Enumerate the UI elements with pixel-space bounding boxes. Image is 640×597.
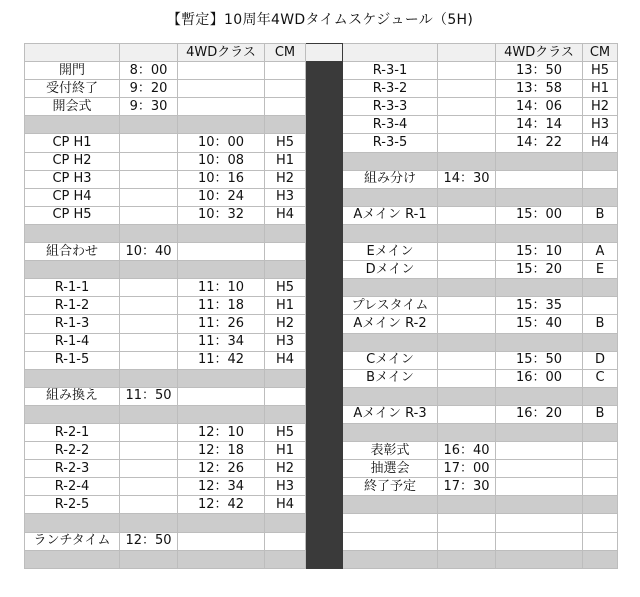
left-event-label: 開門 bbox=[25, 62, 120, 80]
right-event-time bbox=[438, 532, 496, 550]
left-event-time bbox=[120, 206, 178, 224]
schedule-row bbox=[25, 134, 618, 152]
left-event-label: 開会式 bbox=[25, 98, 120, 116]
left-race-time bbox=[178, 514, 265, 532]
left-event-time bbox=[120, 170, 178, 188]
right-event-label: Eメイン bbox=[343, 243, 438, 261]
right-event-label bbox=[343, 188, 438, 206]
left-event-label bbox=[25, 550, 120, 568]
left-event-time bbox=[120, 460, 178, 478]
column-divider bbox=[306, 496, 343, 514]
column-divider bbox=[306, 333, 343, 351]
right-event-label: プレスタイム bbox=[343, 297, 438, 315]
right-race-time bbox=[496, 387, 583, 405]
right-event-label bbox=[343, 496, 438, 514]
right-event-time bbox=[438, 134, 496, 152]
column-divider bbox=[306, 315, 343, 333]
column-divider bbox=[306, 369, 343, 387]
left-event-time bbox=[120, 224, 178, 242]
right-cm-value: B bbox=[583, 405, 618, 423]
right-cm-value bbox=[583, 442, 618, 460]
right-cm-value: H4 bbox=[583, 134, 618, 152]
left-race-time: 12：10 bbox=[178, 423, 265, 441]
right-event-time bbox=[438, 550, 496, 568]
left-race-time: 12：42 bbox=[178, 496, 265, 514]
right-event-time bbox=[438, 297, 496, 315]
right-event-time bbox=[438, 405, 496, 423]
right-cm-value: B bbox=[583, 206, 618, 224]
left-race-time: 12：34 bbox=[178, 478, 265, 496]
right-race-time bbox=[496, 550, 583, 568]
column-divider bbox=[306, 351, 343, 369]
header-class-left: 4WDクラス bbox=[178, 44, 265, 62]
left-event-time bbox=[120, 550, 178, 568]
left-cm-value: H5 bbox=[265, 279, 306, 297]
right-race-time: 13：50 bbox=[496, 62, 583, 80]
left-race-time: 12：18 bbox=[178, 442, 265, 460]
right-event-time bbox=[438, 243, 496, 261]
right-cm-value: H3 bbox=[583, 116, 618, 134]
left-cm-value: H5 bbox=[265, 423, 306, 441]
left-event-time bbox=[120, 333, 178, 351]
schedule-row bbox=[25, 423, 618, 441]
header-row bbox=[25, 44, 618, 62]
left-event-label: R-1-1 bbox=[25, 279, 120, 297]
right-race-time: 15：40 bbox=[496, 315, 583, 333]
right-race-time: 16：20 bbox=[496, 405, 583, 423]
right-cm-value bbox=[583, 279, 618, 297]
column-divider bbox=[306, 261, 343, 279]
left-event-label bbox=[25, 224, 120, 242]
right-race-time bbox=[496, 224, 583, 242]
right-event-label: R-3-5 bbox=[343, 134, 438, 152]
left-event-label: CP H2 bbox=[25, 152, 120, 170]
left-event-time bbox=[120, 369, 178, 387]
left-cm-value: H3 bbox=[265, 478, 306, 496]
left-cm-value: H2 bbox=[265, 170, 306, 188]
left-event-label: CP H1 bbox=[25, 134, 120, 152]
right-race-time bbox=[496, 152, 583, 170]
right-event-time bbox=[438, 224, 496, 242]
right-event-label bbox=[343, 387, 438, 405]
right-race-time: 15：50 bbox=[496, 351, 583, 369]
left-cm-value: H4 bbox=[265, 206, 306, 224]
right-race-time bbox=[496, 279, 583, 297]
right-event-time bbox=[438, 80, 496, 98]
right-cm-value: H2 bbox=[583, 98, 618, 116]
left-event-time bbox=[120, 423, 178, 441]
schedule-row bbox=[25, 152, 618, 170]
right-race-time bbox=[496, 532, 583, 550]
column-divider bbox=[306, 80, 343, 98]
right-event-time: 17：30 bbox=[438, 478, 496, 496]
right-event-time bbox=[438, 387, 496, 405]
right-race-time: 14：14 bbox=[496, 116, 583, 134]
schedule-row bbox=[25, 188, 618, 206]
left-event-time: 8：00 bbox=[120, 62, 178, 80]
left-event-label bbox=[25, 405, 120, 423]
right-race-time: 14：06 bbox=[496, 98, 583, 116]
schedule-row bbox=[25, 62, 618, 80]
schedule-row bbox=[25, 243, 618, 261]
page-title: 【暫定】10周年4WDタイムスケジュール（5H) bbox=[166, 12, 474, 28]
left-race-time bbox=[178, 116, 265, 134]
left-event-label: R-1-4 bbox=[25, 333, 120, 351]
left-race-time: 10：08 bbox=[178, 152, 265, 170]
left-event-label: CP H5 bbox=[25, 206, 120, 224]
left-race-time: 10：16 bbox=[178, 170, 265, 188]
right-event-label bbox=[343, 333, 438, 351]
right-event-label: 終了予定 bbox=[343, 478, 438, 496]
left-event-label: R-1-5 bbox=[25, 351, 120, 369]
header-class-right: 4WDクラス bbox=[496, 44, 583, 62]
column-divider bbox=[306, 44, 343, 62]
right-event-time bbox=[438, 333, 496, 351]
right-event-time bbox=[438, 496, 496, 514]
schedule-row bbox=[25, 514, 618, 532]
right-cm-value bbox=[583, 152, 618, 170]
right-event-label bbox=[343, 532, 438, 550]
column-divider bbox=[306, 134, 343, 152]
left-cm-value bbox=[265, 80, 306, 98]
left-event-time bbox=[120, 496, 178, 514]
schedule-row bbox=[25, 315, 618, 333]
left-event-time bbox=[120, 315, 178, 333]
left-cm-value: H1 bbox=[265, 297, 306, 315]
left-event-label: R-2-4 bbox=[25, 478, 120, 496]
schedule-row bbox=[25, 387, 618, 405]
right-cm-value bbox=[583, 188, 618, 206]
column-divider bbox=[306, 116, 343, 134]
header-blank bbox=[120, 44, 178, 62]
left-event-label bbox=[25, 514, 120, 532]
left-cm-value: H1 bbox=[265, 152, 306, 170]
right-event-label: 抽選会 bbox=[343, 460, 438, 478]
left-cm-value: H4 bbox=[265, 351, 306, 369]
schedule-row bbox=[25, 351, 618, 369]
left-event-label: R-2-2 bbox=[25, 442, 120, 460]
right-event-label: R-3-1 bbox=[343, 62, 438, 80]
left-race-time: 11：18 bbox=[178, 297, 265, 315]
left-race-time bbox=[178, 261, 265, 279]
right-event-label bbox=[343, 423, 438, 441]
left-event-time bbox=[120, 405, 178, 423]
right-race-time bbox=[496, 442, 583, 460]
right-cm-value: E bbox=[583, 261, 618, 279]
left-cm-value: H5 bbox=[265, 134, 306, 152]
left-race-time bbox=[178, 532, 265, 550]
right-race-time bbox=[496, 496, 583, 514]
right-event-label bbox=[343, 224, 438, 242]
left-cm-value bbox=[265, 550, 306, 568]
right-race-time: 15：00 bbox=[496, 206, 583, 224]
column-divider bbox=[306, 188, 343, 206]
column-divider bbox=[306, 478, 343, 496]
right-event-label: 表彰式 bbox=[343, 442, 438, 460]
left-event-label: CP H3 bbox=[25, 170, 120, 188]
right-event-label: Aメイン R-3 bbox=[343, 405, 438, 423]
left-cm-value: H2 bbox=[265, 315, 306, 333]
left-cm-value bbox=[265, 514, 306, 532]
schedule-row bbox=[25, 170, 618, 188]
right-race-time: 15：10 bbox=[496, 243, 583, 261]
left-race-time bbox=[178, 62, 265, 80]
left-event-label: R-2-1 bbox=[25, 423, 120, 441]
column-divider bbox=[306, 405, 343, 423]
left-race-time bbox=[178, 387, 265, 405]
column-divider bbox=[306, 152, 343, 170]
column-divider bbox=[306, 550, 343, 568]
left-cm-value: H3 bbox=[265, 188, 306, 206]
left-race-time: 10：32 bbox=[178, 206, 265, 224]
left-event-time bbox=[120, 442, 178, 460]
right-race-time: 15：20 bbox=[496, 261, 583, 279]
column-divider bbox=[306, 423, 343, 441]
column-divider bbox=[306, 532, 343, 550]
schedule-row bbox=[25, 532, 618, 550]
right-cm-value bbox=[583, 478, 618, 496]
left-event-label: 組合わせ bbox=[25, 243, 120, 261]
schedule-row bbox=[25, 261, 618, 279]
schedule-row bbox=[25, 333, 618, 351]
left-event-label bbox=[25, 261, 120, 279]
column-divider bbox=[306, 279, 343, 297]
schedule-row bbox=[25, 369, 618, 387]
schedule-row bbox=[25, 550, 618, 568]
schedule-row bbox=[25, 496, 618, 514]
right-race-time: 15：35 bbox=[496, 297, 583, 315]
left-race-time bbox=[178, 369, 265, 387]
right-race-time: 16：00 bbox=[496, 369, 583, 387]
right-cm-value bbox=[583, 170, 618, 188]
right-cm-value: D bbox=[583, 351, 618, 369]
left-event-label: R-2-3 bbox=[25, 460, 120, 478]
right-event-time bbox=[438, 152, 496, 170]
right-cm-value bbox=[583, 460, 618, 478]
left-event-time bbox=[120, 134, 178, 152]
right-event-label: 組み分け bbox=[343, 170, 438, 188]
right-event-label bbox=[343, 550, 438, 568]
left-race-time: 10：24 bbox=[178, 188, 265, 206]
column-divider bbox=[306, 387, 343, 405]
column-divider bbox=[306, 170, 343, 188]
right-event-label bbox=[343, 152, 438, 170]
right-cm-value bbox=[583, 496, 618, 514]
schedule-row bbox=[25, 442, 618, 460]
right-race-time bbox=[496, 460, 583, 478]
left-event-time bbox=[120, 478, 178, 496]
schedule-row bbox=[25, 206, 618, 224]
right-race-time bbox=[496, 333, 583, 351]
schedule-row bbox=[25, 478, 618, 496]
schedule-row bbox=[25, 224, 618, 242]
column-divider bbox=[306, 98, 343, 116]
right-cm-value bbox=[583, 514, 618, 532]
left-cm-value bbox=[265, 116, 306, 134]
right-event-time: 17：00 bbox=[438, 460, 496, 478]
left-cm-value bbox=[265, 261, 306, 279]
left-race-time: 11：42 bbox=[178, 351, 265, 369]
left-race-time: 11：10 bbox=[178, 279, 265, 297]
left-event-label bbox=[25, 369, 120, 387]
right-race-time: 14：22 bbox=[496, 134, 583, 152]
left-event-time: 12：50 bbox=[120, 532, 178, 550]
column-divider bbox=[306, 243, 343, 261]
left-cm-value bbox=[265, 369, 306, 387]
column-divider bbox=[306, 442, 343, 460]
right-cm-value bbox=[583, 387, 618, 405]
schedule-row bbox=[25, 80, 618, 98]
right-event-time: 14：30 bbox=[438, 170, 496, 188]
right-event-time bbox=[438, 98, 496, 116]
column-divider bbox=[306, 297, 343, 315]
header-cm-left: CM bbox=[265, 44, 306, 62]
right-event-time bbox=[438, 62, 496, 80]
right-event-time bbox=[438, 351, 496, 369]
left-event-time bbox=[120, 514, 178, 532]
column-divider bbox=[306, 62, 343, 80]
left-event-time bbox=[120, 188, 178, 206]
left-cm-value: H1 bbox=[265, 442, 306, 460]
left-event-label: 受付終了 bbox=[25, 80, 120, 98]
left-race-time bbox=[178, 243, 265, 261]
right-race-time bbox=[496, 423, 583, 441]
right-event-label: Aメイン R-1 bbox=[343, 206, 438, 224]
schedule-row bbox=[25, 460, 618, 478]
right-event-time bbox=[438, 279, 496, 297]
left-event-label bbox=[25, 116, 120, 134]
left-cm-value: H4 bbox=[265, 496, 306, 514]
right-event-time bbox=[438, 514, 496, 532]
header-blank bbox=[438, 44, 496, 62]
header-cm-right: CM bbox=[583, 44, 618, 62]
right-cm-value: H1 bbox=[583, 80, 618, 98]
column-divider bbox=[306, 514, 343, 532]
left-event-time bbox=[120, 261, 178, 279]
right-cm-value bbox=[583, 550, 618, 568]
left-cm-value bbox=[265, 405, 306, 423]
left-event-time bbox=[120, 279, 178, 297]
right-cm-value: A bbox=[583, 243, 618, 261]
left-event-time: 9：20 bbox=[120, 80, 178, 98]
right-event-label: R-3-2 bbox=[343, 80, 438, 98]
left-event-time bbox=[120, 116, 178, 134]
right-event-time bbox=[438, 423, 496, 441]
header-blank bbox=[25, 44, 120, 62]
left-cm-value bbox=[265, 243, 306, 261]
left-race-time: 10：00 bbox=[178, 134, 265, 152]
left-event-time bbox=[120, 351, 178, 369]
schedule-table bbox=[24, 43, 618, 569]
right-event-time bbox=[438, 261, 496, 279]
right-event-label: Aメイン R-2 bbox=[343, 315, 438, 333]
right-event-label: R-3-3 bbox=[343, 98, 438, 116]
left-race-time bbox=[178, 224, 265, 242]
left-event-time: 10：40 bbox=[120, 243, 178, 261]
schedule-row bbox=[25, 279, 618, 297]
right-event-time bbox=[438, 206, 496, 224]
right-event-time bbox=[438, 116, 496, 134]
right-event-label: Cメイン bbox=[343, 351, 438, 369]
left-cm-value bbox=[265, 387, 306, 405]
right-event-time: 16：40 bbox=[438, 442, 496, 460]
schedule-row bbox=[25, 405, 618, 423]
left-cm-value bbox=[265, 62, 306, 80]
right-cm-value: B bbox=[583, 315, 618, 333]
right-cm-value: H5 bbox=[583, 62, 618, 80]
left-cm-value bbox=[265, 224, 306, 242]
right-race-time: 13：58 bbox=[496, 80, 583, 98]
left-event-time bbox=[120, 152, 178, 170]
schedule-row bbox=[25, 297, 618, 315]
right-event-label bbox=[343, 279, 438, 297]
left-cm-value bbox=[265, 98, 306, 116]
left-cm-value: H3 bbox=[265, 333, 306, 351]
right-cm-value bbox=[583, 423, 618, 441]
right-cm-value bbox=[583, 333, 618, 351]
schedule-body bbox=[25, 44, 618, 569]
left-event-time: 9：30 bbox=[120, 98, 178, 116]
left-event-time: 11：50 bbox=[120, 387, 178, 405]
left-event-label: R-1-2 bbox=[25, 297, 120, 315]
left-event-label: CP H4 bbox=[25, 188, 120, 206]
right-event-label: R-3-4 bbox=[343, 116, 438, 134]
right-race-time bbox=[496, 170, 583, 188]
left-event-time bbox=[120, 297, 178, 315]
left-race-time: 11：26 bbox=[178, 315, 265, 333]
left-event-label: R-1-3 bbox=[25, 315, 120, 333]
left-race-time: 11：34 bbox=[178, 333, 265, 351]
left-race-time bbox=[178, 405, 265, 423]
schedule-row bbox=[25, 98, 618, 116]
right-event-time bbox=[438, 188, 496, 206]
right-cm-value bbox=[583, 224, 618, 242]
left-race-time: 12：26 bbox=[178, 460, 265, 478]
column-divider bbox=[306, 224, 343, 242]
left-cm-value: H2 bbox=[265, 460, 306, 478]
left-race-time bbox=[178, 550, 265, 568]
right-race-time bbox=[496, 188, 583, 206]
right-race-time bbox=[496, 514, 583, 532]
right-cm-value: C bbox=[583, 369, 618, 387]
left-race-time bbox=[178, 80, 265, 98]
left-event-label: 組み換え bbox=[25, 387, 120, 405]
column-divider bbox=[306, 460, 343, 478]
left-event-label: ランチタイム bbox=[25, 532, 120, 550]
right-event-label bbox=[343, 514, 438, 532]
right-cm-value bbox=[583, 297, 618, 315]
left-race-time bbox=[178, 98, 265, 116]
left-event-label: R-2-5 bbox=[25, 496, 120, 514]
right-event-time bbox=[438, 369, 496, 387]
left-cm-value bbox=[265, 532, 306, 550]
header-blank bbox=[343, 44, 438, 62]
column-divider bbox=[306, 206, 343, 224]
right-event-time bbox=[438, 315, 496, 333]
right-event-label: Bメイン bbox=[343, 369, 438, 387]
right-race-time bbox=[496, 478, 583, 496]
right-event-label: Dメイン bbox=[343, 261, 438, 279]
schedule-row bbox=[25, 116, 618, 134]
right-cm-value bbox=[583, 532, 618, 550]
